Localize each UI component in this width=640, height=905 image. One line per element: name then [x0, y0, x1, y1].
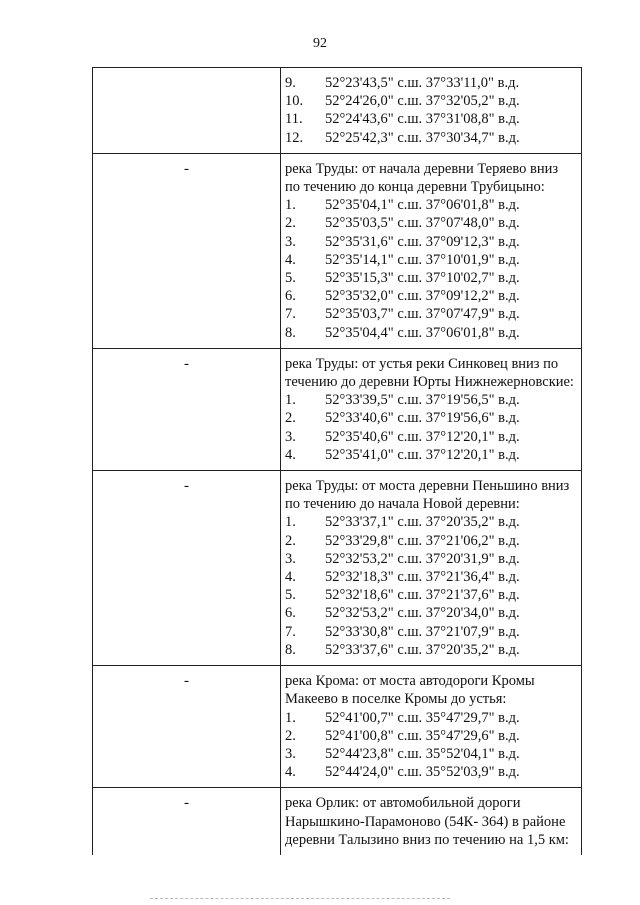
section-description: река Труды: от устья реки Синковец вниз по течению до деревни Юрты Нижнежерновские: — [285, 355, 574, 391]
left-cell — [93, 154, 281, 348]
coordinate-line: 11. 52°24'43,6" с.ш. 37°31'08,8" в.д. — [285, 111, 520, 128]
coordinate-line: 7. 52°35'03,7" с.ш. 37°07'47,9" в.д. — [285, 306, 520, 323]
left-cell — [93, 471, 281, 665]
dash-mark: - — [184, 160, 189, 177]
coordinate-line: 4. 52°35'14,1" с.ш. 37°10'01,9" в.д. — [285, 251, 520, 268]
right-cell — [281, 154, 581, 348]
coordinate-line: 4. 52°32'18,3" с.ш. 37°21'36,4" в.д. — [285, 569, 520, 586]
page-number: 92 — [313, 36, 327, 51]
coordinate-line: 8. 52°33'37,6" с.ш. 37°20'35,2" в.д. — [285, 641, 520, 658]
coordinate-line: 2. 52°41'00,8" с.ш. 35°47'29,6" в.д. — [285, 727, 520, 744]
right-cell — [281, 68, 581, 153]
coordinate-line: 3. 52°35'40,6" с.ш. 37°12'20,1" в.д. — [285, 428, 520, 445]
section-description: река Орлик: от автомобильной дороги Нарышкино-Парамоново (54К- 364) в районе деревни Талызино вниз по течению на 1,5 км: — [285, 795, 569, 848]
coordinate-line: 6. 52°32'53,2" с.ш. 37°20'34,0" в.д. — [285, 605, 520, 622]
coordinate-line: 3. 52°35'31,6" с.ш. 37°09'12,3" в.д. — [285, 233, 520, 250]
coordinates-table — [92, 67, 582, 855]
coordinate-line: 2. 52°35'03,5" с.ш. 37°07'48,0" в.д. — [285, 215, 520, 232]
coordinate-line: 6. 52°35'32,0" с.ш. 37°09'12,2" в.д. — [285, 288, 520, 305]
dash-mark: - — [184, 795, 189, 812]
coordinate-line: 1. 52°41'00,7" с.ш. 35°47'29,7" в.д. — [285, 709, 520, 726]
coordinate-line: 8. 52°35'04,4" с.ш. 37°06'01,8" в.д. — [285, 324, 520, 341]
coordinate-line: 2. 52°33'29,8" с.ш. 37°21'06,2" в.д. — [285, 532, 520, 549]
table-row — [93, 471, 581, 666]
coordinate-line: 12. 52°25'42,3" с.ш. 37°30'34,7" в.д. — [285, 129, 520, 146]
left-cell — [93, 349, 281, 470]
coordinate-line: 5. 52°32'18,6" с.ш. 37°21'37,6" в.д. — [285, 587, 520, 604]
section-description: река Труды: от начала деревни Теряево вниз по течению до конца деревни Трубицыно: — [285, 160, 559, 196]
left-cell — [93, 666, 281, 787]
table-row — [93, 68, 581, 154]
coordinate-line: 10. 52°24'26,0" с.ш. 37°32'05,2" в.д. — [285, 93, 520, 110]
coordinate-line: 5. 52°35'15,3" с.ш. 37°10'02,7" в.д. — [285, 270, 520, 287]
coordinate-line: 3. 52°32'53,2" с.ш. 37°20'31,9" в.д. — [285, 550, 520, 567]
coordinate-line: 1. 52°33'37,1" с.ш. 37°20'35,2" в.д. — [285, 514, 520, 531]
dash-mark: - — [184, 355, 189, 372]
section-description: река Крома: от моста автодороги Кромы Макеево в поселке Кромы до устья: — [285, 673, 535, 708]
left-cell — [93, 788, 281, 855]
table-row — [93, 349, 581, 471]
coordinate-line: 1. 52°33'39,5" с.ш. 37°19'56,5" в.д. — [285, 392, 520, 409]
right-cell — [281, 471, 581, 665]
coordinate-line: 1. 52°35'04,1" с.ш. 37°06'01,8" в.д. — [285, 197, 520, 214]
coordinate-line: 3. 52°44'23,8" с.ш. 35°52'04,1" в.д. — [285, 745, 520, 762]
left-cell — [93, 68, 281, 153]
dash-mark: - — [184, 478, 189, 495]
coordinate-line: 9. 52°23'43,5" с.ш. 37°33'11,0" в.д. — [285, 75, 520, 91]
right-cell — [281, 349, 581, 470]
coordinate-line: 4. 52°35'41,0" с.ш. 37°12'20,1" в.д. — [285, 446, 520, 463]
table-row — [93, 666, 581, 788]
coordinate-line: 2. 52°33'40,6" с.ш. 37°19'56,6" в.д. — [285, 410, 520, 427]
table-row — [93, 788, 581, 855]
table-row — [93, 154, 581, 349]
scan-edge-line — [150, 898, 450, 899]
coordinate-line: 4. 52°44'24,0" с.ш. 35°52'03,9" в.д. — [285, 764, 520, 781]
dash-mark: - — [184, 673, 189, 690]
coordinate-line: 7. 52°33'30,8" с.ш. 37°21'07,9" в.д. — [285, 623, 520, 640]
right-cell — [281, 666, 581, 787]
right-cell — [281, 788, 581, 855]
section-description: река Труды: от моста деревни Пеньшино вниз по течению до начала Новой деревни: — [285, 478, 570, 513]
